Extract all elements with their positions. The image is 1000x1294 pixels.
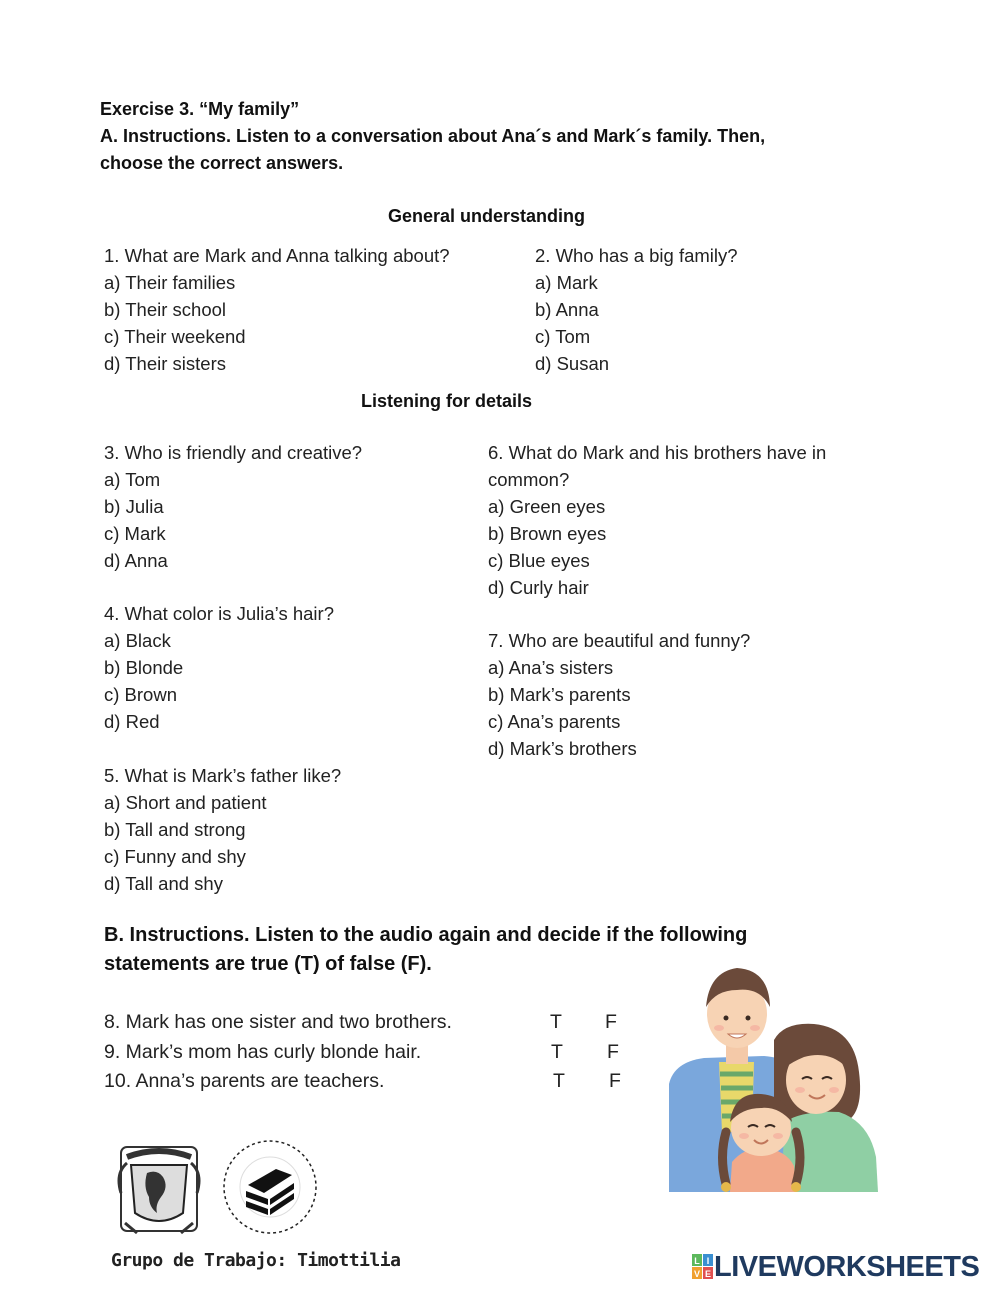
question-1-option-a[interactable]: a) Their families: [104, 272, 236, 293]
statement-9-text: 9. Mark’s mom has curly blonde hair.: [104, 1041, 422, 1063]
question-3-option-a[interactable]: a) Tom: [104, 469, 161, 490]
general-understanding-title: General understanding: [388, 206, 586, 226]
part-b-instructions-line-1: B. Instructions. Listen to the audio again and decide if the following: [104, 924, 748, 946]
statement-9-false[interactable]: F: [607, 1041, 619, 1063]
question-2-text: 2. Who has a big family?: [535, 245, 738, 266]
statement-10: [104, 1070, 644, 1096]
question-7: [488, 627, 750, 762]
question-4-option-d[interactable]: d) Red: [104, 711, 160, 732]
question-4: [104, 600, 334, 735]
question-2: [535, 242, 738, 377]
question-6-option-b[interactable]: b) Brown eyes: [488, 523, 607, 544]
question-5-option-c[interactable]: c) Funny and shy: [104, 846, 246, 867]
cch-book-icon: [218, 1135, 322, 1239]
question-4-text: 4. What color is Julia’s hair?: [104, 603, 334, 624]
question-5-option-d[interactable]: d) Tall and shy: [104, 873, 223, 894]
svg-text:L: L: [694, 1256, 700, 1266]
question-3-option-c[interactable]: c) Mark: [104, 523, 166, 544]
svg-text:E: E: [704, 1269, 712, 1279]
unam-seal-icon: [117, 1143, 201, 1235]
question-6-option-d[interactable]: d) Curly hair: [488, 577, 589, 598]
part-b-instructions-line-2: statements are true (T) of false (F).: [104, 953, 432, 975]
question-6: [488, 439, 826, 601]
question-2-option-c[interactable]: c) Tom: [535, 326, 591, 347]
question-4-option-a[interactable]: a) Black: [104, 630, 171, 651]
question-7-option-a[interactable]: a) Ana’s sisters: [488, 657, 614, 678]
question-5-option-a[interactable]: a) Short and patient: [104, 792, 267, 813]
statement-8-false[interactable]: F: [605, 1011, 617, 1033]
question-1: [104, 242, 450, 377]
instructions-line-1: A. Instructions. Listen to a conversation about Ana´s and Mark´s family. Then,: [100, 126, 766, 146]
statement-8-true[interactable]: T: [550, 1011, 562, 1033]
question-6-option-c[interactable]: c) Blue eyes: [488, 550, 590, 571]
question-7-option-d[interactable]: d) Mark’s brothers: [488, 738, 637, 759]
question-7-option-c[interactable]: c) Ana’s parents: [488, 711, 621, 732]
family-illustration: [664, 962, 886, 1194]
question-1-text: 1. What are Mark and Anna talking about?: [104, 245, 450, 266]
statement-9-true[interactable]: T: [551, 1041, 563, 1063]
question-3-option-d[interactable]: d) Anna: [104, 550, 168, 571]
liveworksheets-badge-icon: [692, 1254, 714, 1280]
statement-9: [104, 1041, 644, 1067]
statement-10-text: 10. Anna’s parents are teachers.: [104, 1070, 385, 1092]
question-6-option-a[interactable]: a) Green eyes: [488, 496, 606, 517]
question-2-option-b[interactable]: b) Anna: [535, 299, 599, 320]
liveworksheets-logo[interactable]: [692, 1250, 979, 1284]
question-4-option-c[interactable]: c) Brown: [104, 684, 177, 705]
part-b-instructions: [104, 921, 747, 979]
statement-10-false[interactable]: F: [609, 1070, 621, 1092]
question-4-option-b[interactable]: b) Blonde: [104, 657, 184, 678]
statement-8-text: 8. Mark has one sister and two brothers.: [104, 1011, 452, 1033]
question-6-text-line-2: common?: [488, 469, 570, 490]
question-5-text: 5. What is Mark’s father like?: [104, 765, 342, 786]
statement-8: [104, 1011, 644, 1037]
question-3-option-b[interactable]: b) Julia: [104, 496, 164, 517]
question-1-option-c[interactable]: c) Their weekend: [104, 326, 246, 347]
question-6-text-line-1: 6. What do Mark and his brothers have in: [488, 442, 827, 463]
question-1-option-d[interactable]: d) Their sisters: [104, 353, 226, 374]
listening-details-title: Listening for details: [361, 391, 533, 411]
question-3-text: 3. Who is friendly and creative?: [104, 442, 363, 463]
svg-text:I: I: [706, 1256, 710, 1266]
statement-10-true[interactable]: T: [553, 1070, 565, 1092]
question-3: [104, 439, 362, 574]
exercise-title: Exercise 3. “My family”: [100, 99, 300, 119]
question-5: [104, 762, 341, 897]
question-7-text: 7. Who are beautiful and funny?: [488, 630, 751, 651]
question-2-option-a[interactable]: a) Mark: [535, 272, 598, 293]
liveworksheets-wordmark: LIVEWORKSHEETS: [714, 1250, 980, 1283]
svg-text:V: V: [693, 1269, 701, 1279]
credit-text: Grupo de Trabajo: Timottilia: [111, 1250, 401, 1271]
question-2-option-d[interactable]: d) Susan: [535, 353, 610, 374]
question-7-option-b[interactable]: b) Mark’s parents: [488, 684, 631, 705]
instructions-line-2: choose the correct answers.: [100, 153, 344, 173]
question-5-option-b[interactable]: b) Tall and strong: [104, 819, 246, 840]
question-1-option-b[interactable]: b) Their school: [104, 299, 227, 320]
